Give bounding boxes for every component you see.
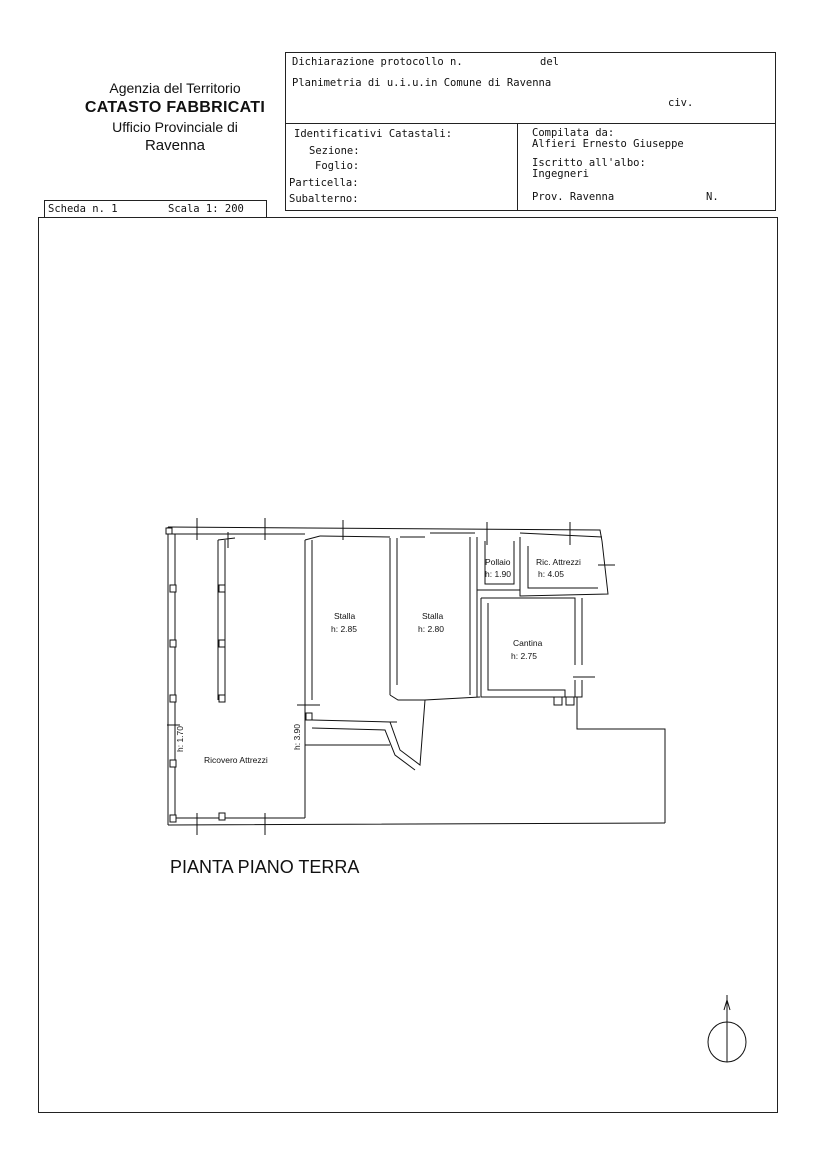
ric-attrezzi-name: Ric. Attrezzi	[536, 557, 581, 567]
pollaio-height: h: 1.90	[485, 569, 511, 579]
inner-column-line	[218, 538, 235, 700]
post-markers	[166, 528, 574, 822]
del-label: del	[540, 56, 559, 68]
north-arrow-icon	[708, 995, 746, 1062]
bottom-wall	[168, 818, 665, 825]
compilata-label: Compilata da:	[532, 127, 615, 139]
pollaio-name: Pollaio	[485, 557, 511, 567]
iscritto-value: Ingegneri	[532, 168, 589, 180]
identificativi-label: Identificativi Catastali:	[294, 128, 453, 140]
cantina-name: Cantina	[513, 638, 543, 648]
stalla2-name: Stalla	[422, 611, 444, 621]
cantina-height: h: 2.75	[511, 651, 537, 661]
agency-name: Agenzia del Territorio	[109, 80, 241, 96]
courtyard-boundary	[577, 697, 665, 823]
wall-stalla2-right	[470, 537, 477, 697]
ricovero-height-1: h: 1.70	[175, 726, 185, 752]
ric-attrezzi-box	[520, 541, 608, 596]
n-label: N.	[706, 191, 719, 203]
planimetria-label: Planimetria di u.i.u.in Comune di Ravenna	[292, 77, 552, 89]
department-name: CATASTO FABBRICATI	[84, 99, 266, 116]
sezione-label: Sezione:	[309, 145, 360, 157]
wall-ricovero-stalla	[305, 536, 320, 818]
stalla1-height: h: 2.85	[331, 624, 357, 634]
protocol-label: Dichiarazione protocollo n.	[292, 56, 463, 68]
wall-stalla-stalla	[390, 538, 397, 695]
ricovero-height-2: h: 3.90	[292, 724, 302, 750]
scheda-label: Scheda n. 1	[48, 203, 118, 215]
compilata-value: Alfieri Ernesto Giuseppe	[532, 138, 684, 150]
ric-attrezzi-height: h: 4.05	[538, 569, 564, 579]
office-name: Ufficio Provinciale di	[112, 119, 238, 135]
subalterno-label: Subalterno:	[289, 193, 359, 205]
stalla1-name: Stalla	[334, 611, 356, 621]
left-wall	[168, 527, 175, 825]
plan-title: PIANTA PIANO TERRA	[170, 857, 360, 877]
stalla2-height: h: 2.80	[418, 624, 444, 634]
ricovero-name: Ricovero Attrezzi	[204, 755, 268, 765]
iscritto-label: Iscritto all'albo:	[532, 157, 646, 169]
scala-label: Scala 1: 200	[168, 203, 244, 215]
foglio-label: Foglio:	[315, 160, 360, 172]
particella-label: Particella:	[289, 177, 359, 189]
corridor	[312, 695, 480, 770]
office-city: Ravenna	[144, 137, 206, 154]
prov-label: Prov. Ravenna	[532, 191, 615, 203]
civ-label: civ.	[668, 97, 694, 109]
